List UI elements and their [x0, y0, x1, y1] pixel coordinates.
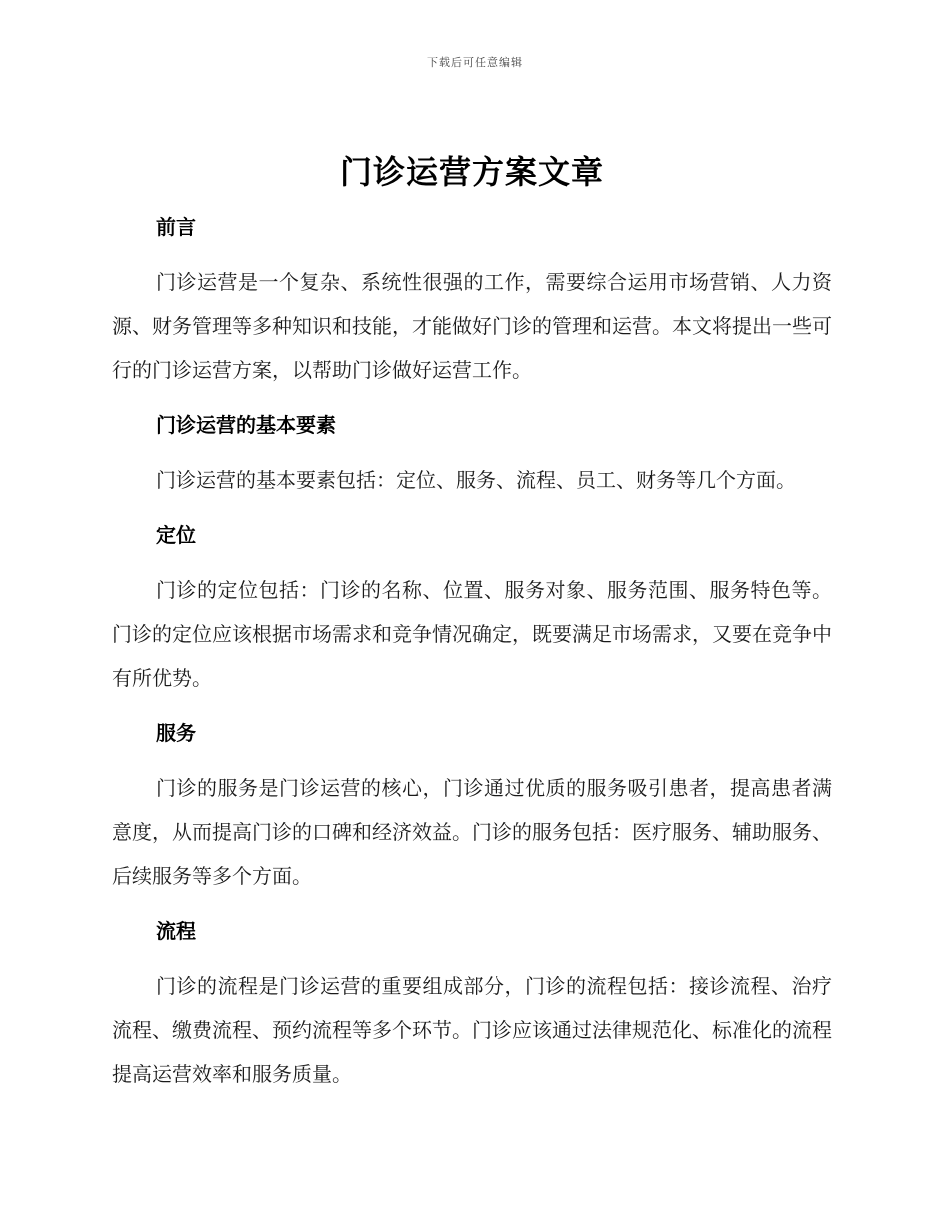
- section-basic-elements: [112, 412, 832, 502]
- section-paragraph: 门诊的定位包括：门诊的名称、位置、服务对象、服务范围、服务特色等。门诊的定位应该根据市场需求和竞争情况确定，既要满足市场需求，又要在竞争中有所优势。: [112, 578, 832, 690]
- section-paragraph: 门诊的服务是门诊运营的核心，门诊通过优质的服务吸引患者，提高患者满意度，从而提高门诊的口碑和经济效益。门诊的服务包括：医疗服务、辅助服务、后续服务等多个方面。: [112, 776, 832, 888]
- section-heading: 服务: [156, 721, 196, 745]
- section-preface: [112, 214, 832, 392]
- document-title: 门诊运营方案文章: [339, 153, 604, 191]
- section-heading: 前言: [156, 215, 196, 239]
- section-heading: 流程: [156, 919, 196, 943]
- header-note: 下载后可任意编辑: [427, 56, 523, 69]
- section-service: [112, 720, 832, 898]
- section-heading: 定位: [156, 523, 196, 547]
- document-body: [112, 150, 832, 1116]
- section-paragraph: 门诊的流程是门诊运营的重要组成部分，门诊的流程包括：接诊流程、治疗流程、缴费流程、预约流程等多个环节。门诊应该通过法律规范化、标准化的流程提高运营效率和服务质量。: [112, 974, 832, 1086]
- section-heading: 门诊运营的基本要素: [156, 413, 336, 437]
- section-process: [112, 918, 832, 1096]
- section-paragraph: 门诊运营是一个复杂、系统性很强的工作，需要综合运用市场营销、人力资源、财务管理等多种知识和技能，才能做好门诊的管理和运营。本文将提出一些可行的门诊运营方案，以帮助门诊做好运营工作。: [112, 270, 832, 382]
- section-positioning: [112, 522, 832, 700]
- section-paragraph: 门诊运营的基本要素包括：定位、服务、流程、员工、财务等几个方面。: [156, 468, 796, 492]
